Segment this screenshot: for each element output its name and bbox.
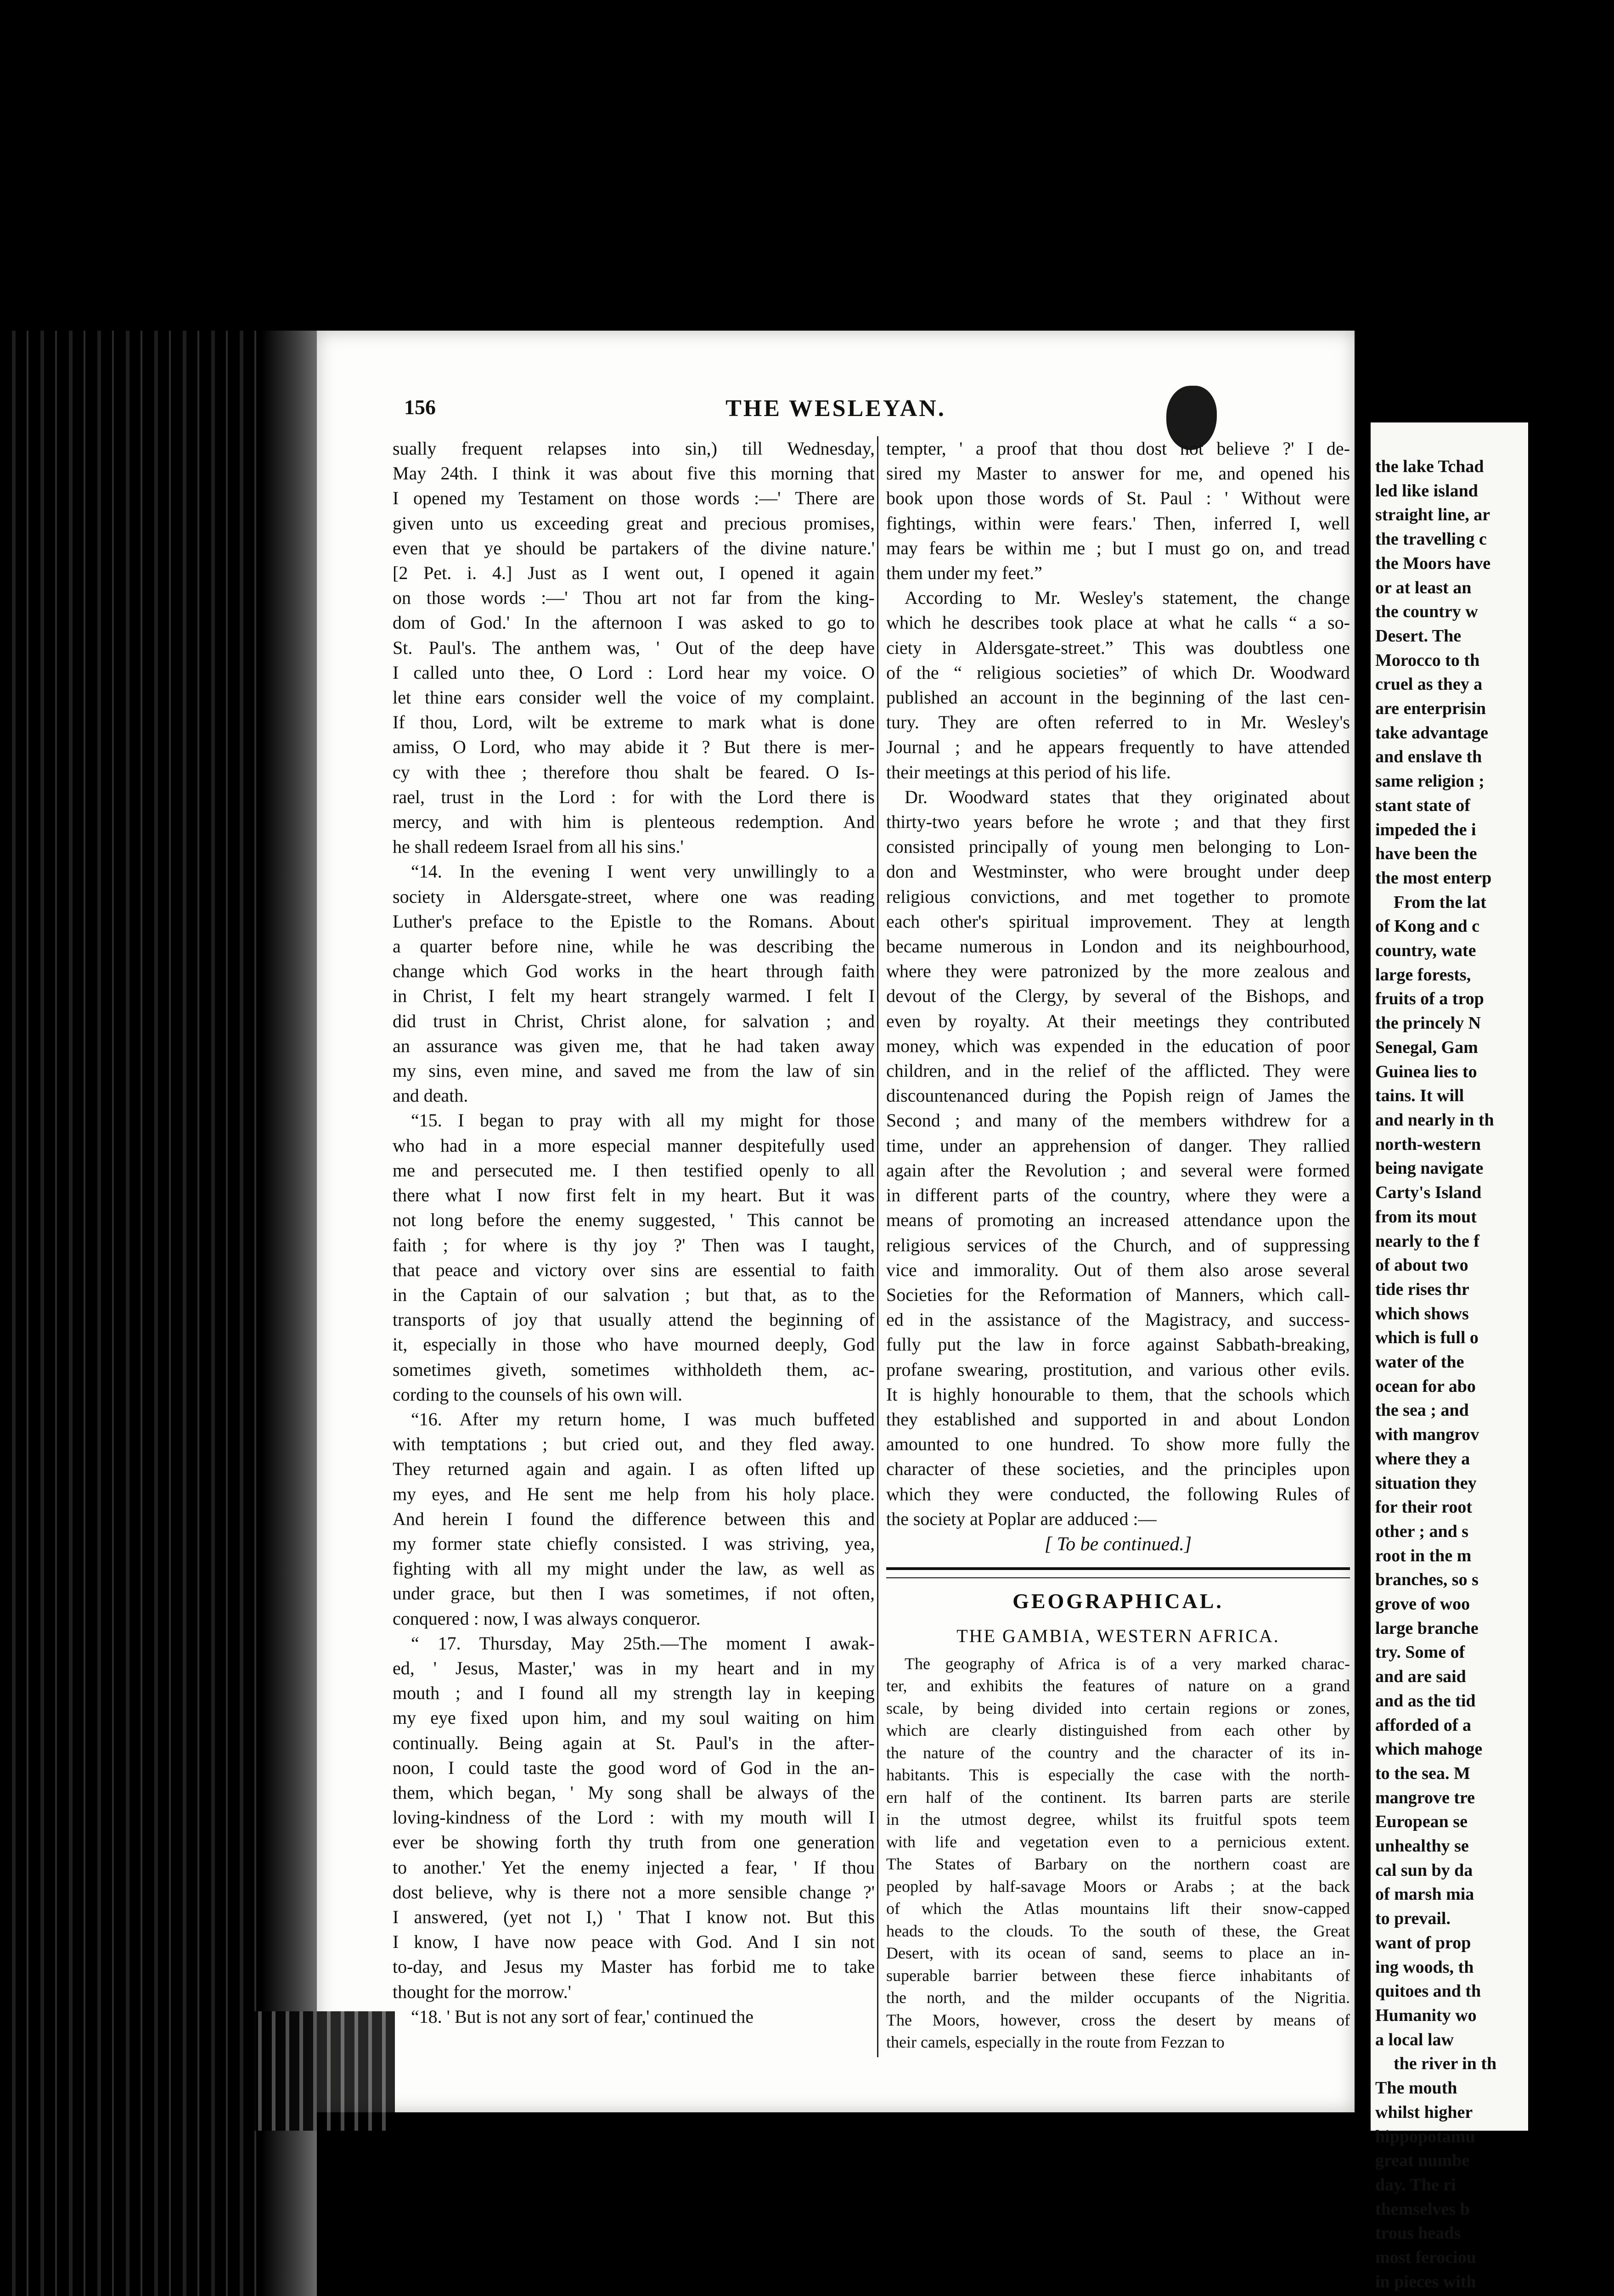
text-line: conquered : now, I was always conqueror.: [393, 1608, 701, 1629]
continued-note: [ To be continued.]: [1044, 1533, 1192, 1555]
section-divider: [886, 1567, 1350, 1578]
text-line: under grace, but then I was sometimes, if not often,: [393, 1583, 875, 1604]
text-line: Desert, with its ocean of sand, seems to place an in-: [886, 1944, 1350, 1963]
text-line: he shall redeem Israel from all his sins.': [393, 836, 684, 857]
text-line: “16. After my return home, I was much buffeted: [411, 1408, 875, 1429]
text-line: ed, ' Jesus, Master,' was in my heart and in my: [393, 1657, 875, 1678]
text-line: my former state chiefly consisted. I was striving, yea,: [393, 1533, 875, 1554]
book-spine-edge: [0, 331, 317, 2296]
text-line: great numbe: [1375, 2151, 1470, 2171]
text-line: I called unto thee, O Lord : Lord hear my voice. O: [393, 662, 875, 683]
text-line: the most enterp: [1375, 868, 1492, 888]
text-line: where they a: [1375, 1449, 1470, 1469]
text-line: and as the tid: [1375, 1691, 1476, 1711]
text-line: it, especially in those who have mourned deeply, God: [393, 1334, 875, 1355]
text-line: ever be showing forth thy truth from one generation: [393, 1832, 875, 1853]
text-line: that peace and victory over sins are essential to faith: [393, 1259, 875, 1280]
text-line: means of promoting an increased attendance upon the: [886, 1210, 1350, 1231]
text-line: European se: [1375, 1812, 1468, 1832]
text-line: mangrove tre: [1375, 1788, 1475, 1807]
text-line: in pieces with: [1375, 2272, 1476, 2291]
text-line: day. The ri: [1375, 2175, 1456, 2195]
text-line: ter, and exhibits the features of nature on a grand: [886, 1677, 1350, 1695]
text-line: unhealthy se: [1375, 1836, 1469, 1856]
text-line: The Moors, however, cross the desert by means of: [886, 2010, 1350, 2029]
text-line: same religion ;: [1375, 771, 1485, 791]
text-line: published an account in the beginning of the last cen-: [886, 687, 1350, 708]
text-line: ern half of the continent. Its barren parts are sterile: [886, 1788, 1350, 1806]
text-line: me and persecuted me. I then testified openly to all: [393, 1159, 875, 1181]
text-line: The States of Barbary on the northern coast are: [886, 1855, 1350, 1874]
text-line: their camels, especially in the route from Fezzan to: [886, 2033, 1225, 2052]
text-line: Luther's preface to the Epistle to the Romans. About: [393, 911, 875, 932]
text-line: Dr. Woodward states that they originated about: [905, 786, 1350, 807]
text-line: of which the Atlas mountains lift their snow-capped: [886, 1899, 1350, 1918]
text-line: nearly to the f: [1375, 1231, 1479, 1251]
text-line: in Christ, I felt my heart strangely warmed. I felt I: [393, 985, 875, 1007]
text-line: they established and supported in and about London: [886, 1408, 1350, 1429]
text-line: sometimes giveth, sometimes withholdeth them, ac-: [393, 1359, 875, 1380]
text-line: thirty-two years before he wrote ; and that they first: [886, 811, 1350, 833]
text-line: the travelling c: [1375, 529, 1487, 549]
text-line: where they were patronized by the more zealous and: [886, 961, 1350, 982]
text-line: impeded the i: [1375, 820, 1476, 839]
text-line: not long before the enemy suggested, ' This cannot be: [393, 1210, 875, 1231]
text-line: character of these societies, and the principles upon: [886, 1458, 1350, 1480]
text-line: north-western: [1375, 1134, 1481, 1154]
text-line: a local law: [1375, 2030, 1454, 2049]
text-line: dom of God.' In the afternoon I was asked to go to: [393, 612, 875, 633]
text-line: sired my Master to answer for me, and opened his: [886, 463, 1350, 484]
text-line: Societies for the Reformation of Manners, which call-: [886, 1284, 1350, 1305]
text-line: let thine ears consider well the voice of my complaint.: [393, 687, 875, 708]
text-line: in the Captain of our salvation ; but that, as to the: [393, 1284, 875, 1305]
text-line: time, under an apprehension of danger. They rallied: [886, 1135, 1350, 1156]
page-number: 156: [404, 395, 436, 419]
text-line: religious services of the Church, and of suppressing: [886, 1234, 1350, 1255]
text-line: Journal ; and he appears frequently to have attended: [886, 737, 1350, 758]
text-line: Second ; and many of the members withdrew for a: [886, 1110, 1350, 1131]
text-line: afforded of a: [1375, 1715, 1471, 1735]
text-line: [2 Pet. i. 4.] Just as I went out, I opened it again: [393, 563, 875, 584]
text-line: cy with thee ; therefore thou shalt be feared. O Is-: [393, 761, 875, 782]
text-line: devout of the Clergy, by several of the Bishops, and: [886, 985, 1350, 1007]
text-line: again after the Revolution ; and several were formed: [886, 1159, 1350, 1181]
text-line: root in the m: [1375, 1546, 1472, 1565]
text-line: the society at Poplar are adduced :—: [886, 1508, 1157, 1529]
text-line: May 24th. I think it was about five this morning that: [393, 463, 875, 484]
text-line: the country w: [1375, 602, 1478, 622]
text-line: of Kong and c: [1375, 917, 1479, 936]
text-line: the lake Tchad: [1375, 457, 1484, 476]
text-line: and nearly in th: [1375, 1110, 1494, 1130]
text-line: which are clearly distinguished from each other by: [886, 1721, 1350, 1740]
text-line: to another.' Yet the enemy injected a fear, ' If thou: [393, 1857, 875, 1878]
text-line: to-day, and Jesus my Master has forbid me to take: [393, 1956, 875, 1977]
text-line: and enslave th: [1375, 747, 1482, 767]
text-line: dost believe, why is there not a more sensible change ?': [393, 1881, 875, 1902]
text-line: the north, and the milder occupants of the Nigritia.: [886, 1988, 1350, 2007]
text-line: which is full o: [1375, 1328, 1479, 1348]
text-line: other ; and s: [1375, 1521, 1469, 1541]
text-line: try. Some of: [1375, 1643, 1465, 1662]
text-line: fightings, within were fears.' Then, inferred I, well: [886, 512, 1350, 534]
text-line: have been the: [1375, 844, 1477, 864]
text-line: Carty's Island: [1375, 1183, 1482, 1203]
text-line: of about two: [1375, 1255, 1468, 1275]
text-line: which shows: [1375, 1304, 1469, 1323]
text-line: tains. It will: [1375, 1086, 1464, 1106]
text-line: straight line, ar: [1375, 505, 1490, 525]
text-line: And herein I found the difference between this and: [393, 1508, 875, 1529]
text-line: cruel as they a: [1375, 675, 1483, 694]
text-line: habitants. This is especially the case with the north-: [886, 1766, 1350, 1784]
text-line: fighting with all my might under the law, as well as: [393, 1558, 875, 1579]
text-line: quitoes and th: [1375, 1981, 1481, 2001]
text-line: money, which was expended in the education of poor: [886, 1035, 1350, 1056]
text-line: which mahoge: [1375, 1739, 1483, 1759]
article-body: [886, 1653, 1350, 2054]
text-line: themselves b: [1375, 2199, 1470, 2219]
text-line: I answered, (yet not I,) ' That I know not. But this: [393, 1906, 875, 1927]
text-line: situation they: [1375, 1473, 1477, 1493]
text-line: Morocco to th: [1375, 650, 1480, 670]
text-line: them, which began, ' My song shall be always of the: [393, 1782, 875, 1803]
text-line: ing woods, th: [1375, 1957, 1474, 1977]
text-line: consisted principally of young men belonging to Lon-: [886, 836, 1350, 857]
text-line: the river in th: [1394, 2054, 1497, 2074]
text-line: of the “ religious societies” of which Dr. Woodward: [886, 662, 1350, 683]
text-line: the Moors have: [1375, 553, 1491, 573]
text-line: a quarter before nine, while he was describing the: [393, 936, 875, 957]
text-line: Guinea lies to: [1375, 1062, 1477, 1081]
text-line: even by royalty. At their meetings they contributed: [886, 1010, 1350, 1031]
text-line: the princely N: [1375, 1013, 1481, 1033]
text-line: became numerous in London and its neighbourhood,: [886, 936, 1350, 957]
text-line: From the lat: [1394, 892, 1486, 912]
text-line: my sins, even mine, and saved me from the law of sin: [393, 1060, 875, 1081]
text-line: who had in a more especial manner despitefully used: [393, 1135, 875, 1156]
text-line: thought for the morrow.': [393, 1981, 571, 2002]
text-line: them under my feet.”: [886, 563, 1042, 584]
text-line: each other's spiritual improvement. They at length: [886, 911, 1350, 932]
scanned-page: [317, 331, 1355, 2112]
text-line: sually frequent relapses into sin,) till Wednesday,: [393, 438, 875, 459]
text-line: did trust in Christ, Christ alone, for salvation ; and: [393, 1010, 875, 1031]
text-line: being navigate: [1375, 1159, 1484, 1178]
text-line: transports of joy that usually attend the beginning of: [393, 1309, 875, 1330]
text-line: amounted to one hundred. To show more fully the: [886, 1434, 1350, 1455]
text-line: cording to the counsels of his own will.: [393, 1384, 683, 1405]
text-line: scale, by being divided into certain regions or zones,: [886, 1699, 1350, 1717]
text-line: profane swearing, prostitution, and various other evils.: [886, 1359, 1350, 1380]
text-line: mouth ; and I found all my strength lay in keeping: [393, 1683, 875, 1704]
text-line: which he describes took place at what he calls “ a so-: [886, 612, 1350, 633]
text-line: with mangrov: [1375, 1425, 1479, 1445]
text-line: tempter, ' a proof that thou dost not believe ?' I de-: [886, 438, 1350, 459]
text-line: Desert. The: [1375, 626, 1462, 646]
text-line: ocean for abo: [1375, 1376, 1476, 1396]
text-line: trous heads: [1375, 2223, 1461, 2243]
text-line: with life and vegetation even to a pernicious extent.: [886, 1832, 1350, 1851]
text-line: peopled by half-savage Moors or Arabs ; at the back: [886, 1877, 1350, 1896]
text-line: large forests,: [1375, 965, 1471, 985]
text-line: mercy, and with him is plenteous redemption. And: [393, 811, 875, 833]
text-line: The geography of Africa is of a very marked charac-: [905, 1654, 1350, 1673]
text-line: cal sun by da: [1375, 1860, 1473, 1880]
text-line: and death.: [393, 1085, 468, 1106]
text-line: book upon those words of St. Paul : ' Without were: [886, 488, 1350, 509]
text-line: are enterprisin: [1375, 699, 1486, 719]
text-line: St. Paul's. The anthem was, ' Out of the deep have: [393, 637, 875, 658]
text-line: for their root: [1375, 1497, 1473, 1517]
text-line: branches, so s: [1375, 1570, 1479, 1590]
text-line: or at least an: [1375, 578, 1472, 597]
text-line: noon, I could taste the good word of God in the an-: [393, 1757, 875, 1778]
text-line: there what I now first felt in my heart. But it was: [393, 1185, 875, 1206]
text-line: country, wate: [1375, 941, 1476, 961]
text-line: Humanity wo: [1375, 2006, 1477, 2025]
text-line: vice and immorality. Out of them also arose several: [886, 1259, 1350, 1280]
text-line: “18. ' But is not any sort of fear,' continued the: [411, 2006, 754, 2027]
text-line: whilst higher: [1375, 2102, 1473, 2122]
text-line: hippopotamu: [1375, 2127, 1475, 2146]
text-line: take advantage: [1375, 723, 1488, 743]
text-line: I opened my Testament on those words :—' There are: [393, 488, 875, 509]
text-line: heads to the clouds. To the south of these, the Great: [886, 1921, 1350, 1940]
section-heading: GEOGRAPHICAL.: [1012, 1589, 1224, 1613]
text-line: society in Aldersgate-street, where one was reading: [393, 886, 875, 907]
text-line: water of the: [1375, 1352, 1464, 1372]
text-line: their meetings at this period of his life.: [886, 761, 1171, 782]
text-line: on those words :—' Thou art not far from the king-: [393, 587, 875, 608]
text-line: the nature of the country and the character of its in-: [886, 1743, 1350, 1762]
text-line: discountenanced during the Popish reign of James the: [886, 1085, 1350, 1106]
right-column-text: [886, 436, 1350, 1531]
text-line: of marsh mia: [1375, 1885, 1474, 1904]
text-line: most ferociou: [1375, 2248, 1476, 2268]
text-line: superable barrier between these fierce inhabitants of: [886, 1966, 1350, 1985]
text-line: led like island: [1375, 481, 1478, 501]
text-line: According to Mr. Wesley's statement, the change: [905, 587, 1350, 608]
text-line: may fears be within me ; but I must go on, and tread: [886, 537, 1350, 558]
text-line: fruits of a trop: [1375, 989, 1484, 1009]
column-gutter-rule: [877, 436, 878, 2057]
adjacent-page-strip: [1371, 422, 1528, 2291]
text-line: an assurance was given me, that he had taken away: [393, 1035, 875, 1056]
text-line: religious convictions, and met together to promote: [886, 886, 1350, 907]
text-line: my eyes, and He sent me help from his holy place.: [393, 1483, 875, 1504]
text-line: faith ; for where is thy joy ?' Then was I taught,: [393, 1234, 875, 1255]
right-column: [886, 436, 1350, 2054]
text-line: If thou, Lord, wilt be extreme to mark what is done: [393, 712, 875, 733]
text-line: want of prop: [1375, 1933, 1471, 1953]
text-line: change which God works in the heart through faith: [393, 961, 875, 982]
text-line: I know, I have now peace with God. And I sin not: [393, 1931, 875, 1953]
text-line: given unto us exceeding great and precious promises,: [393, 512, 875, 534]
text-line: It is highly honourable to them, that the schools which: [886, 1384, 1350, 1405]
text-line: “ 17. Thursday, May 25th.—The moment I awak-: [411, 1632, 875, 1654]
text-line: in the utmost degree, whilst its fruitful spots teem: [886, 1810, 1350, 1829]
text-line: from its mout: [1375, 1207, 1477, 1227]
text-line: and are said: [1375, 1667, 1466, 1687]
article-title: THE GAMBIA, WESTERN AFRICA.: [956, 1625, 1280, 1646]
text-line: children, and in the relief of the afflicted. They were: [886, 1060, 1350, 1081]
text-line: amiss, O Lord, who may abide it ? But there is mer-: [393, 737, 875, 758]
text-line: Senegal, Gam: [1375, 1037, 1478, 1057]
text-line: “15. I began to pray with all my might for those: [411, 1110, 875, 1131]
text-line: large branche: [1375, 1618, 1479, 1638]
text-line: to the sea. M: [1375, 1763, 1470, 1783]
text-line: my eye fixed upon him, and my soul waiting on him: [393, 1707, 875, 1728]
text-line: ed in the assistance of the Magistracy, and success-: [886, 1309, 1350, 1330]
text-line: with temptations ; but cried out, and they fled away.: [393, 1434, 875, 1455]
text-line: don and Westminster, who were brought under deep: [886, 861, 1350, 882]
text-line: continually. Being again at St. Paul's in the after-: [393, 1732, 875, 1753]
text-line: tury. They are often referred to in Mr. Wesley's: [886, 712, 1350, 733]
text-line: stant state of: [1375, 795, 1470, 815]
text-line: the sea ; and: [1375, 1401, 1469, 1420]
page-header: [317, 395, 1355, 436]
text-line: [1375, 2294, 1614, 2296]
adjacent-page-text: [1375, 455, 1614, 2296]
page-edge-smudge: [248, 2011, 395, 2131]
text-line: fully put the law in force against Sabbath-breaking,: [886, 1334, 1350, 1355]
text-line: rael, trust in the Lord : for with the Lord there is: [393, 786, 875, 807]
text-line: in different parts of the country, where they were a: [886, 1185, 1350, 1206]
left-column: [393, 436, 875, 2029]
text-line: “14. In the evening I went very unwillingly to a: [411, 861, 875, 882]
text-line: to prevail.: [1375, 1909, 1451, 1929]
text-line: loving-kindness of the Lord : with my mouth will I: [393, 1807, 875, 1828]
text-line: ciety in Aldersgate-street.” This was doubtless one: [886, 637, 1350, 658]
spine-shadow: [262, 331, 317, 2296]
text-line: They returned again and again. I as often lifted up: [393, 1458, 875, 1480]
text-line: which they were conducted, the following Rules of: [886, 1483, 1350, 1504]
text-line: even that ye should be partakers of the divine nature.': [393, 537, 875, 558]
text-line: The mouth: [1375, 2078, 1457, 2098]
text-line: tide rises thr: [1375, 1279, 1469, 1299]
running-title: THE WESLEYAN.: [725, 395, 946, 422]
text-line: grove of woo: [1375, 1594, 1470, 1614]
